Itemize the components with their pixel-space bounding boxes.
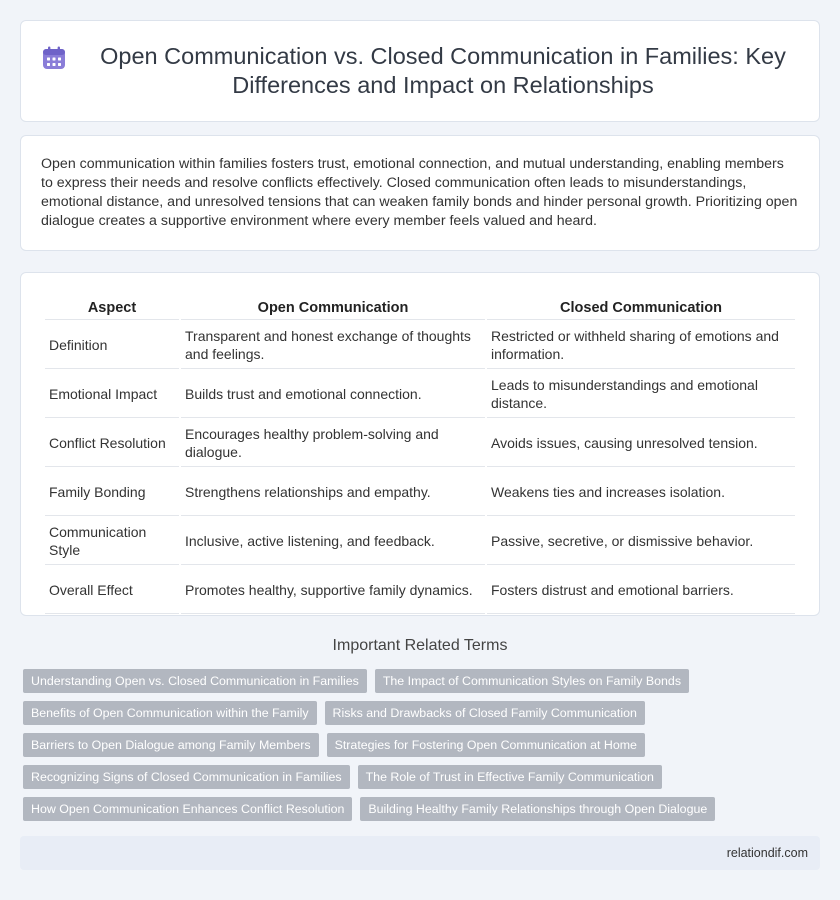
- table-row: [45, 469, 795, 516]
- table-header-row: [45, 297, 795, 320]
- related-term-link[interactable]: Risks and Drawbacks of Closed Family Communication: [325, 701, 645, 725]
- closed-cell: Avoids issues, causing unresolved tension.: [487, 420, 795, 467]
- related-term-link[interactable]: Building Healthy Family Relationships through Open Dialogue: [360, 797, 715, 821]
- related-term-link[interactable]: Strategies for Fostering Open Communication at Home: [327, 733, 645, 757]
- aspect-cell: Communication Style: [45, 518, 179, 565]
- related-term-link[interactable]: The Impact of Communication Styles on Family Bonds: [375, 669, 689, 693]
- related-term-link[interactable]: Barriers to Open Dialogue among Family Members: [23, 733, 319, 757]
- closed-cell: Passive, secretive, or dismissive behavior.: [487, 518, 795, 565]
- related-term-link[interactable]: Understanding Open vs. Closed Communication in Families: [23, 669, 367, 693]
- closed-cell: Restricted or withheld sharing of emotions and information.: [487, 322, 795, 369]
- related-term-link[interactable]: Benefits of Open Communication within the Family: [23, 701, 317, 725]
- open-cell: Inclusive, active listening, and feedback.: [181, 518, 485, 565]
- calendar-icon: [41, 45, 67, 71]
- header-closed-communication: Closed Communication: [487, 297, 795, 320]
- title-card: [20, 20, 820, 122]
- table-row: [45, 322, 795, 369]
- footer-site-link[interactable]: relationdif.com: [726, 846, 808, 860]
- table-row: [45, 567, 795, 614]
- closed-cell: Leads to misunderstandings and emotional distance.: [487, 371, 795, 418]
- closed-cell: Fosters distrust and emotional barriers.: [487, 567, 795, 614]
- open-cell: Builds trust and emotional connection.: [181, 371, 485, 418]
- aspect-cell: Overall Effect: [45, 567, 179, 614]
- intro-paragraph: Open communication within families fosters trust, emotional connection, and mutual understanding, enabling members to express their needs and resolve conflicts effectively. Closed communication often leads to misunderstandings, emotional distance, and unresolved tensions that can weaken family bonds and hinder personal growth. Prioritizing open dialogue creates a supportive environment where every member feels valued and heard.: [41, 156, 798, 229]
- aspect-cell: Conflict Resolution: [45, 420, 179, 467]
- related-terms-title: Important Related Terms: [332, 637, 508, 654]
- related-term-link[interactable]: Recognizing Signs of Closed Communication in Families: [23, 765, 350, 789]
- comparison-table-card: [20, 272, 820, 616]
- page-title: Open Communication vs. Closed Communication in Families: Key Differences and Impact on Relationships: [100, 43, 786, 98]
- related-terms-list: [23, 669, 823, 829]
- related-term-link[interactable]: How Open Communication Enhances Conflict Resolution: [23, 797, 352, 821]
- table-row: [45, 420, 795, 467]
- open-cell: Promotes healthy, supportive family dynamics.: [181, 567, 485, 614]
- table-row: [45, 371, 795, 418]
- related-term-link[interactable]: The Role of Trust in Effective Family Communication: [358, 765, 662, 789]
- aspect-cell: Emotional Impact: [45, 371, 179, 418]
- intro-card: [20, 135, 820, 251]
- aspect-cell: Definition: [45, 322, 179, 369]
- open-cell: Transparent and honest exchange of thoughts and feelings.: [181, 322, 485, 369]
- table-row: [45, 518, 795, 565]
- footer: [20, 836, 820, 870]
- open-cell: Encourages healthy problem-solving and dialogue.: [181, 420, 485, 467]
- comparison-table: [43, 295, 797, 616]
- header-open-communication: Open Communication: [181, 297, 485, 320]
- open-cell: Strengthens relationships and empathy.: [181, 469, 485, 516]
- header-aspect: Aspect: [45, 297, 179, 320]
- aspect-cell: Family Bonding: [45, 469, 179, 516]
- closed-cell: Weakens ties and increases isolation.: [487, 469, 795, 516]
